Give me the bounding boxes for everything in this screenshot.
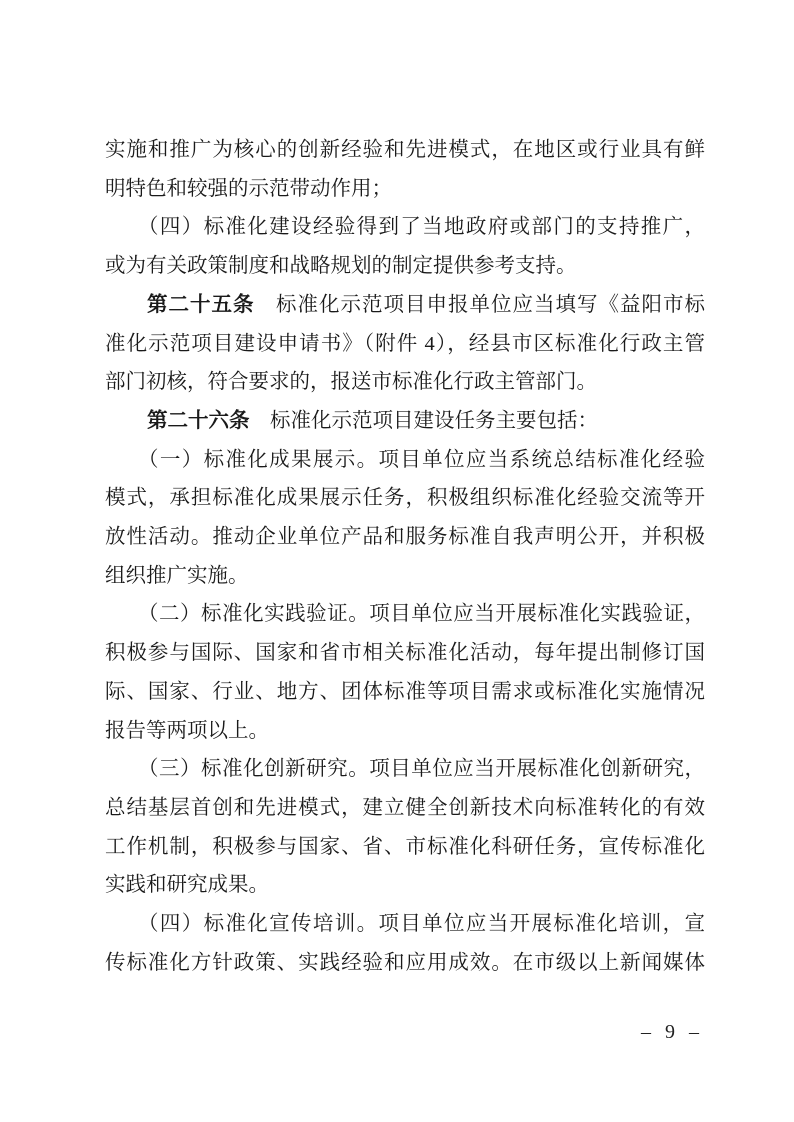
text-line xyxy=(105,634,705,673)
text-line xyxy=(105,905,705,944)
text-line xyxy=(105,325,705,364)
text-segment: 传标准化方针政策、实践经验和应用成效。在市级以上新闻媒体 xyxy=(105,951,705,974)
text-line xyxy=(105,750,705,789)
text-line xyxy=(105,363,705,402)
text-segment: 放性活动。推动企业单位产品和服务标准自我声明公开，并积极 xyxy=(105,526,705,549)
text-segment: 标准化示范项目申报单位应当填写《益阳市标 xyxy=(254,293,705,316)
text-segment: （四）标准化建设经验得到了当地政府或部门的支持推广， xyxy=(138,216,705,239)
text-segment: 标准化示范项目建设任务主要包括： xyxy=(249,409,598,432)
text-segment: （一）标准化成果展示。项目单位应当系统总结标准化经验 xyxy=(138,448,705,471)
article-number: 第二十五条 xyxy=(147,293,255,316)
text-line xyxy=(105,673,705,712)
text-segment: 明特色和较强的示范带动作用； xyxy=(105,177,392,200)
text-segment: 报告等两项以上。 xyxy=(105,719,269,742)
document-body xyxy=(105,131,705,982)
text-segment: 际、国家、行业、地方、团体标准等项目需求或标准化实施情况 xyxy=(105,680,705,703)
text-line xyxy=(105,441,705,480)
page-footer xyxy=(641,1020,700,1044)
text-line xyxy=(105,518,705,557)
text-line xyxy=(105,479,705,518)
text-line xyxy=(105,789,705,828)
text-segment: 工作机制，积极参与国家、省、市标准化科研任务，宣传标准化 xyxy=(105,835,705,858)
text-segment: 积极参与国际、国家和省市相关标准化活动，每年提出制修订国 xyxy=(105,642,705,665)
text-segment: （二）标准化实践验证。项目单位应当开展标准化实践验证， xyxy=(138,603,705,626)
text-line xyxy=(105,208,705,247)
text-line xyxy=(105,247,705,286)
text-segment: 或为有关政策制度和战略规划的制定提供参考支持。 xyxy=(105,255,577,278)
text-line xyxy=(105,286,705,325)
text-segment: （三）标准化创新研究。项目单位应当开展标准化创新研究， xyxy=(138,758,705,781)
text-line xyxy=(105,712,705,751)
page-number: – 9 – xyxy=(641,1021,700,1043)
text-segment: 部门初核，符合要求的，报送市标准化行政主管部门。 xyxy=(105,371,597,394)
text-segment: 准化示范项目建设申请书》（附件 4），经县市区标准化行政主管 xyxy=(105,332,705,355)
text-segment: （四）标准化宣传培训。项目单位应当开展标准化培训，宣 xyxy=(138,913,705,936)
text-line xyxy=(105,170,705,209)
text-segment: 组织推广实施。 xyxy=(105,564,249,587)
text-line xyxy=(105,402,705,441)
text-segment: 实践和研究成果。 xyxy=(105,874,269,897)
text-line xyxy=(105,866,705,905)
text-line xyxy=(105,944,705,983)
article-number: 第二十六条 xyxy=(147,409,250,432)
text-segment: 总结基层首创和先进模式，建立健全创新技术向标准转化的有效 xyxy=(105,796,705,819)
text-segment: 模式，承担标准化成果展示任务，积极组织标准化经验交流等开 xyxy=(105,487,705,510)
text-segment: 实施和推广为核心的创新经验和先进模式，在地区或行业具有鲜 xyxy=(105,139,705,161)
text-line xyxy=(105,595,705,634)
text-line xyxy=(105,828,705,867)
text-line xyxy=(105,557,705,596)
text-line xyxy=(105,131,705,170)
